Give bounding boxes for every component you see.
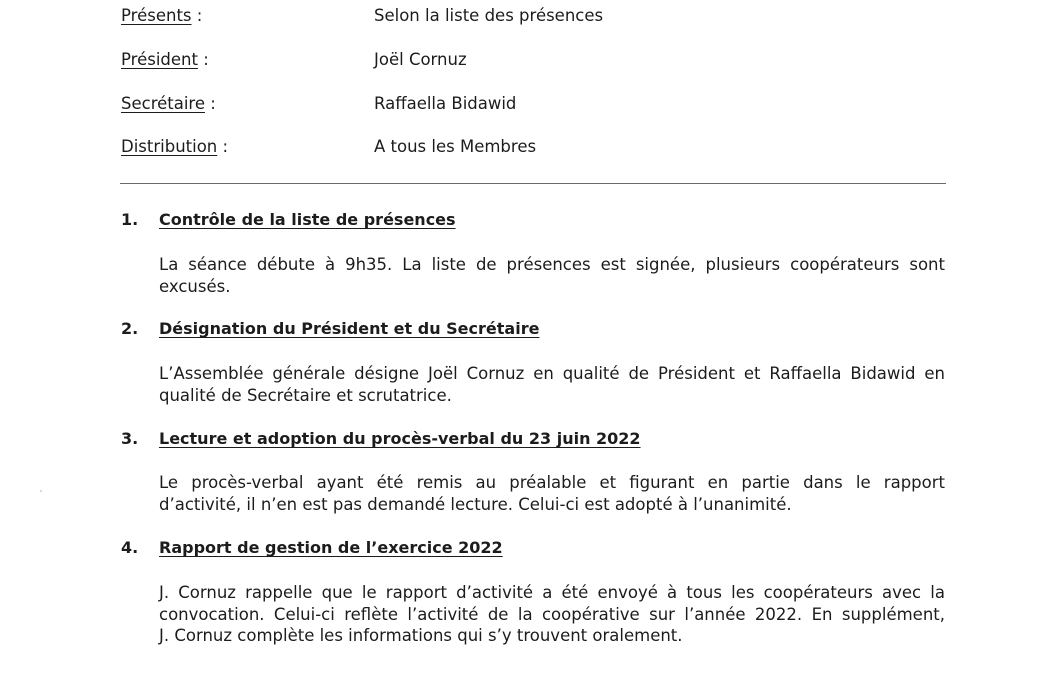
- meta-row-presents: [121, 4, 951, 28]
- section-heading-2: [121, 317, 951, 341]
- meta-label: [121, 92, 216, 116]
- body-line: J. Cornuz rappelle que le rapport d’activité a été envoyé à tous les coopérateurs avec la: [159, 583, 945, 602]
- meta-label-text: Présents: [121, 6, 192, 25]
- section-title: Désignation du Président et du Secrétaire: [159, 319, 540, 338]
- section-title: Lecture et adoption du procès-verbal du 23 juin 2022: [159, 429, 641, 448]
- section-title: Rapport de gestion de l’exercice 2022: [159, 538, 503, 557]
- meta-label: [121, 4, 202, 28]
- body-line: excusés.: [159, 276, 231, 296]
- meta-value: Joël Cornuz: [374, 50, 467, 69]
- section-number: 4.: [121, 538, 139, 557]
- body-line: La séance débute à 9h35. La liste de présences est signée, plusieurs coopérateurs sont: [159, 255, 945, 274]
- meta-row-president: [121, 48, 951, 72]
- body-line: J. Cornuz complète les informations qui s’y trouvent oralement.: [159, 626, 683, 645]
- section-title: Contrôle de la liste de présences: [159, 210, 456, 229]
- body-line: d’activité, il n’en est pas demandé lecture. Celui-ci est adopté à l’unanimité.: [159, 494, 792, 514]
- section-heading-4: [121, 536, 951, 560]
- section-number: 2.: [121, 319, 139, 338]
- scan-speck: [40, 490, 42, 492]
- section-body-2: [159, 363, 945, 406]
- header-divider: [120, 183, 946, 184]
- meta-label-text: Président: [121, 50, 198, 69]
- section-body-1: [159, 254, 945, 297]
- meta-label-separator: :: [205, 94, 216, 113]
- section-heading-1: [121, 208, 951, 232]
- body-line: Le procès-verbal ayant été remis au préalable et figurant en partie dans le rapport: [159, 473, 945, 492]
- section-heading-3: [121, 427, 951, 451]
- meta-value: Raffaella Bidawid: [374, 94, 517, 113]
- body-line: convocation. Celui-ci reflète l’activité de la coopérative sur l’année 2022. En supplément,: [159, 604, 945, 624]
- meta-label-text: Distribution: [121, 137, 218, 156]
- meta-label-text: Secrétaire: [121, 94, 206, 113]
- section-number: 1.: [121, 210, 139, 229]
- section-body-3: [159, 472, 945, 515]
- meta-label-separator: :: [191, 6, 203, 25]
- body-line: qualité de Secrétaire et scrutatrice.: [159, 385, 452, 405]
- meta-label: [121, 48, 209, 72]
- section-body-4: [159, 582, 945, 647]
- meta-label: [121, 135, 228, 159]
- section-number: 3.: [121, 429, 139, 448]
- meta-row-distribution: [121, 135, 951, 159]
- meta-value: A tous les Membres: [374, 137, 537, 156]
- meta-row-secretaire: [121, 92, 951, 116]
- meta-value: Selon la liste des présences: [374, 6, 604, 25]
- body-line: L’Assemblée générale désigne Joël Cornuz en qualité de Président et Raffaella Bidawid en: [159, 364, 945, 383]
- meta-label-separator: :: [217, 137, 229, 156]
- meta-label-separator: :: [197, 50, 209, 69]
